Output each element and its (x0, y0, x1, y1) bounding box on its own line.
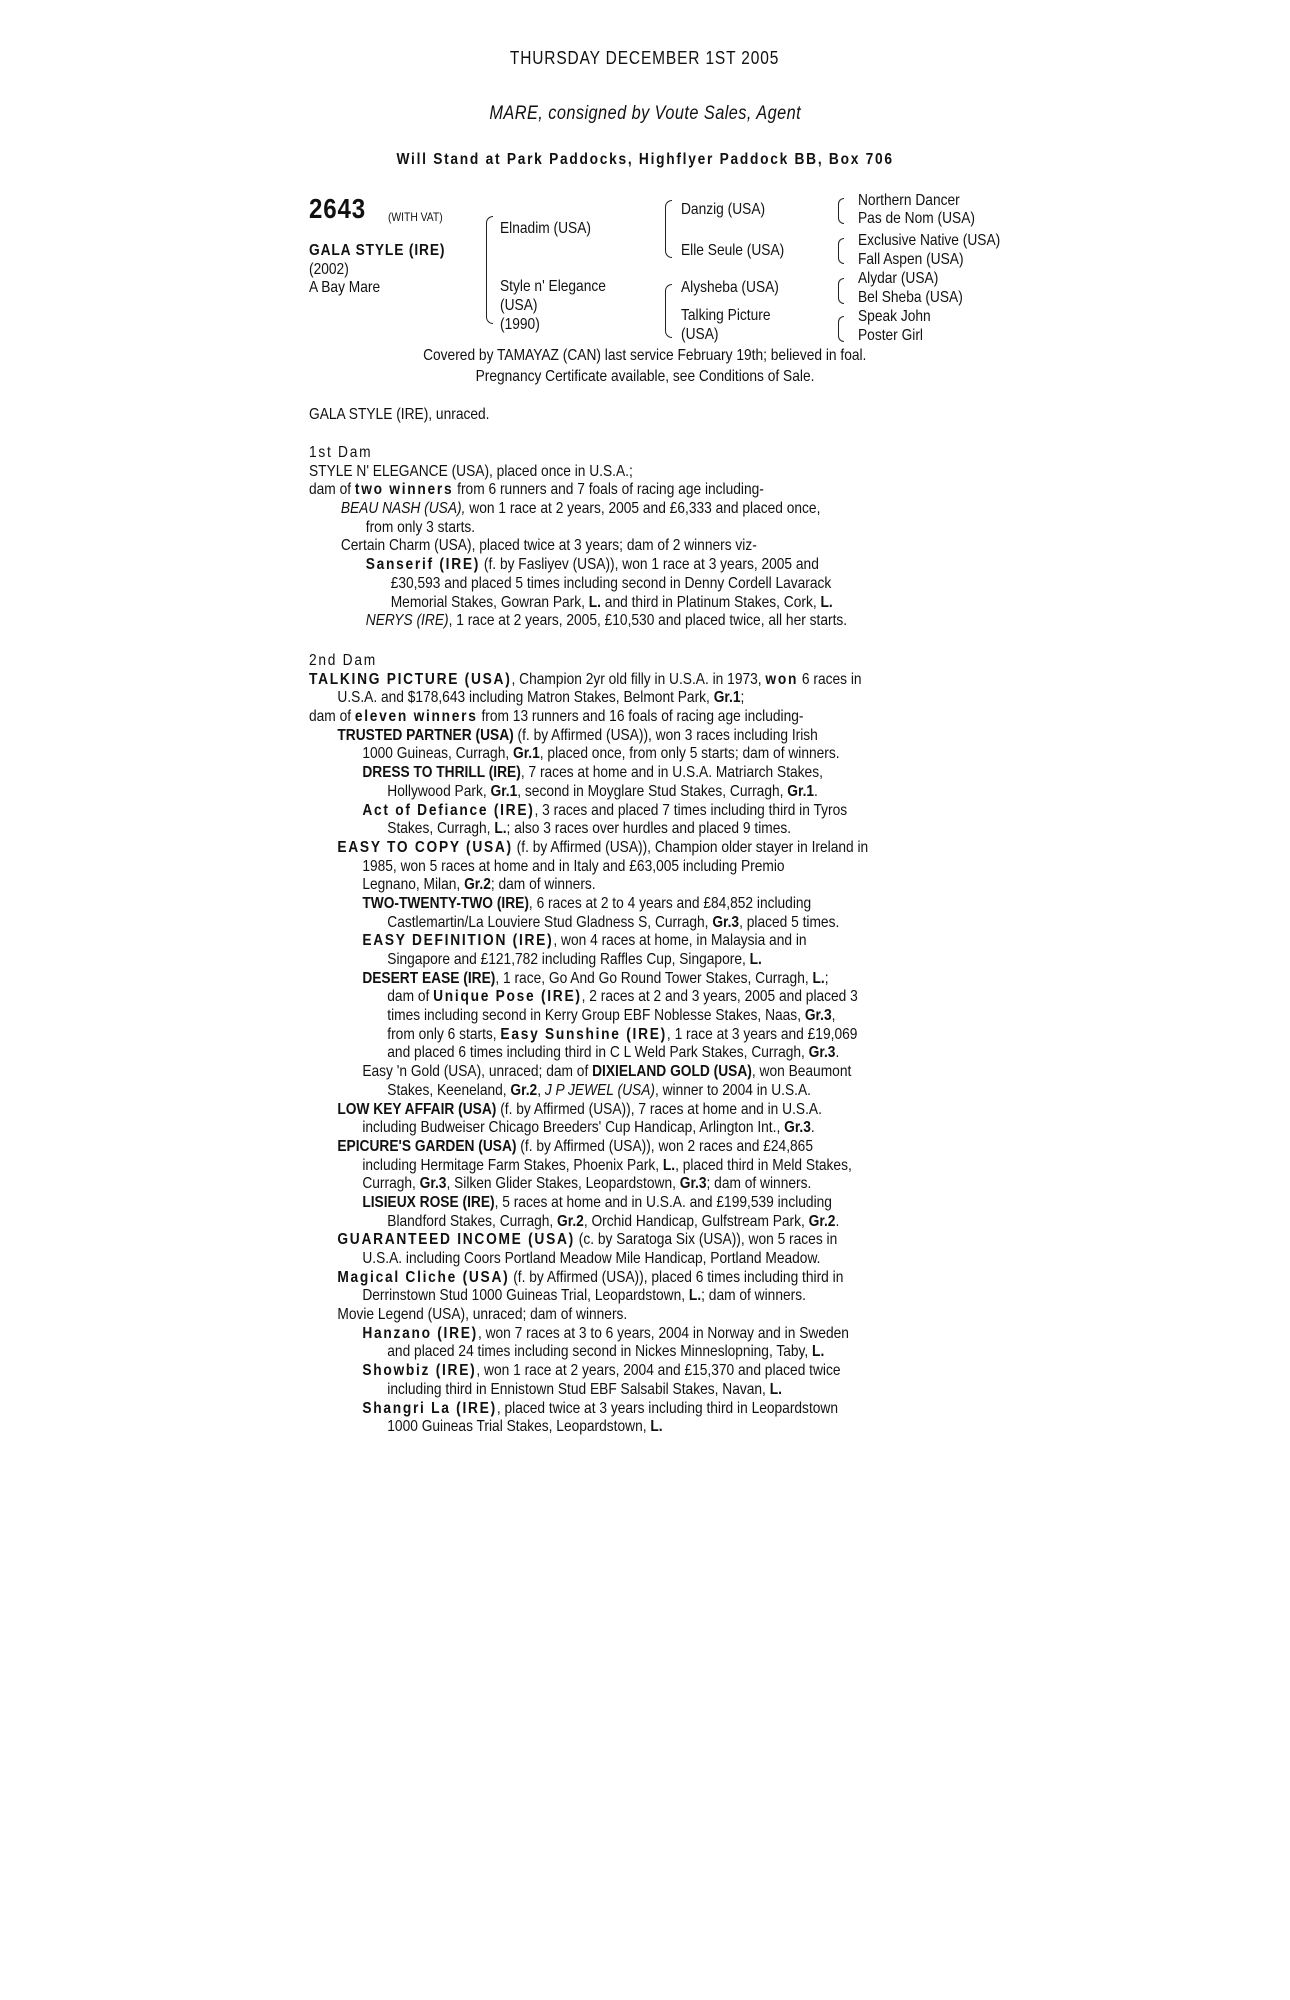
pedigree-dam-sire: Alysheba (USA) (681, 279, 779, 296)
pedigree-dam-dam-line1: Talking Picture (681, 307, 771, 324)
first-dam-line: Sanserif (IRE) (f. by Fasliyev (USA)), won 1 race at 3 years, 2005 and (365, 556, 819, 574)
pedigree-dam-dam-line2: (USA) (681, 326, 719, 343)
second-dam-title: 2nd Dam (309, 652, 377, 669)
sale-date: THURSDAY DECEMBER 1ST 2005 (510, 48, 780, 68)
second-dam-line: including third in Ennistown Stud EBF Salsabil Stakes, Navan, L. (387, 1380, 782, 1398)
second-dam-line: Shangri La (IRE), placed twice at 3 years including third in Leopardstown (362, 1399, 839, 1417)
second-dam-line: U.S.A. including Coors Portland Meadow Mile Handicap, Portland Meadow. (362, 1250, 821, 1267)
covered-line1: Covered by TAMAYAZ (CAN) last service February 19th; believed in foal. (423, 347, 867, 364)
second-dam-line: Curragh, Gr.3, Silken Glider Stakes, Leopardstown, Gr.3; dam of winners. (362, 1175, 812, 1193)
second-dam-line: Magical Cliche (USA) (f. by Affirmed (USA)), placed 6 times including third in (337, 1268, 844, 1286)
second-dam-line: Hollywood Park, Gr.1, second in Moyglare Stud Stakes, Curragh, Gr.1. (387, 782, 818, 800)
second-dam-line: times including second in Kerry Group EBF Noblesse Stakes, Naas, Gr.3, (387, 1007, 836, 1025)
second-dam-line: Movie Legend (USA), unraced; dam of winners. (337, 1306, 628, 1324)
pedigree-sds: Exclusive Native (USA) (858, 232, 1001, 249)
pedigree-dam-line3: (1990) (500, 316, 540, 333)
second-dam-line: dam of eleven winners from 13 runners and 16 foals of racing age including- (309, 708, 804, 726)
pedigree-brace-sd (838, 238, 844, 264)
second-dam-line: Showbiz (IRE), won 1 race at 2 years, 2004 and £15,370 and placed twice (362, 1362, 841, 1380)
first-dam-line: BEAU NASH (USA), won 1 race at 2 years, 2005 and £6,333 and placed once, (340, 500, 821, 518)
pedigree-brace-dam (665, 284, 672, 338)
second-dam-line: EASY TO COPY (USA) (f. by Affirmed (USA)), Champion older stayer in Ireland in (337, 838, 869, 856)
pedigree-sire: Elnadim (USA) (500, 220, 591, 237)
horse-year: (2002) (309, 261, 349, 278)
lot-vat: (WITH VAT) (388, 210, 443, 224)
second-dam-line: EASY DEFINITION (IRE), won 4 races at home, in Malaysia and in (362, 932, 807, 950)
second-dam-line: including Budweiser Chicago Breeders' Cup Handicap, Arlington Int., Gr.3. (362, 1119, 815, 1137)
pedigree-brace-sire (665, 200, 672, 258)
second-dam-line: TALKING PICTURE (USA), Champion 2yr old filly in U.S.A. in 1973, won 6 races in (309, 670, 862, 688)
second-dam-line: DESERT EASE (IRE), 1 race, Go And Go Round Tower Stakes, Curragh, L.; (362, 969, 829, 987)
lot-number: 2643 (309, 193, 367, 224)
pedigree-ddd: Poster Girl (858, 327, 923, 344)
first-dam-line: STYLE N' ELEGANCE (USA), placed once in U.S.A.; (309, 462, 633, 480)
first-dam-line: Memorial Stakes, Gowran Park, L. and third in Platinum Stakes, Cork, L. (390, 593, 833, 611)
second-dam-line: EPICURE'S GARDEN (USA) (f. by Affirmed (USA)), won 2 races and £24,865 (337, 1137, 813, 1155)
second-dam-line: TWO-TWENTY-TWO (IRE), 6 races at 2 to 4 years and £84,852 including (362, 894, 812, 912)
second-dam-line: LISIEUX ROSE (IRE), 5 races at home and in U.S.A. and £199,539 including (362, 1193, 832, 1211)
second-dam-line: 1000 Guineas Trial Stakes, Leopardstown, L. (387, 1418, 663, 1436)
horse-description: A Bay Mare (309, 279, 381, 296)
stand-location: Will Stand at Park Paddocks, Highflyer Paddock BB, Box 706 (396, 151, 894, 168)
first-dam-line: Certain Charm (USA), placed twice at 3 years; dam of 2 winners viz- (340, 537, 757, 555)
second-dam-line: Act of Defiance (IRE), 3 races and placed 7 times including third in Tyros (362, 801, 848, 819)
second-dam-line: Singapore and £121,782 including Raffles Cup, Singapore, L. (387, 951, 762, 968)
second-dam-line: 1000 Guineas, Curragh, Gr.1, placed once, from only 5 starts; dam of winners. (362, 745, 840, 763)
pedigree-dss: Alydar (USA) (858, 270, 939, 287)
second-dam-line: Blandford Stakes, Curragh, Gr.2, Orchid Handicap, Gulfstream Park, Gr.2. (387, 1212, 840, 1230)
second-dam-line: DRESS TO THRILL (IRE), 7 races at home and in U.S.A. Matriarch Stakes, (362, 764, 823, 782)
second-dam-line: U.S.A. and $178,643 including Matron Stakes, Belmont Park, Gr.1; (337, 689, 745, 707)
second-dam-line: dam of Unique Pose (IRE), 2 races at 2 and 3 years, 2005 and placed 3 (387, 988, 858, 1006)
pedigree-dds: Speak John (858, 308, 931, 325)
horse-name: GALA STYLE (IRE) (309, 242, 446, 259)
first-dam-section (309, 444, 847, 631)
pedigree-brace-ds (838, 278, 844, 304)
second-dam-section (309, 652, 868, 1437)
pedigree-sire-dam: Elle Seule (USA) (681, 242, 785, 259)
pedigree-dsd: Bel Sheba (USA) (858, 289, 963, 306)
pedigree-sire-sire: Danzig (USA) (681, 201, 766, 218)
second-dam-line: from only 6 starts, Easy Sunshine (IRE), 1 race at 3 years and £19,069 (387, 1025, 858, 1043)
second-dam-line: and placed 24 times including second in Nickes Minneslopning, Taby, L. (387, 1343, 825, 1361)
second-dam-line: Easy 'n Gold (USA), unraced; dam of DIXIELAND GOLD (USA), won Beaumont (362, 1063, 852, 1081)
second-dam-line: Stakes, Curragh, L.; also 3 races over hurdles and placed 9 times. (387, 820, 792, 838)
second-dam-line: LOW KEY AFFAIR (USA) (f. by Affirmed (USA)), 7 races at home and in U.S.A. (337, 1100, 822, 1118)
second-dam-line: and placed 6 times including third in C L Weld Park Stakes, Curragh, Gr.3. (387, 1044, 840, 1062)
pedigree-sdd: Fall Aspen (USA) (858, 251, 964, 268)
second-dam-line: TRUSTED PARTNER (USA) (f. by Affirmed (USA)), won 3 races including Irish (337, 726, 818, 744)
pedigree-dam-line1: Style n' Elegance (500, 278, 606, 295)
first-dam-title: 1st Dam (309, 444, 373, 461)
second-dam-line: Legnano, Milan, Gr.2; dam of winners. (362, 876, 596, 894)
unraced-note: GALA STYLE (IRE), unraced. (309, 406, 490, 423)
pedigree-brace-ss (838, 198, 844, 224)
pedigree-brace-dd (838, 316, 844, 342)
first-dam-line: dam of two winners from 6 runners and 7 foals of racing age including- (309, 481, 764, 499)
second-dam-line: Hanzano (IRE), won 7 races at 3 to 6 years, 2004 in Norway and in Sweden (362, 1324, 849, 1342)
second-dam-line: Stakes, Keeneland, Gr.2, J P JEWEL (USA), winner to 2004 in U.S.A. (387, 1081, 811, 1099)
consignment-line: MARE, consigned by Voute Sales, Agent (489, 103, 801, 124)
pedigree-ssd: Pas de Nom (USA) (858, 210, 976, 227)
first-dam-line: £30,593 and placed 5 times including second in Denny Cordell Lavarack (390, 574, 832, 592)
covered-line2: Pregnancy Certificate available, see Conditions of Sale. (475, 368, 815, 385)
first-dam-line: from only 3 starts. (365, 518, 476, 536)
first-dam-line: NERYS (IRE), 1 race at 2 years, 2005, £10,530 and placed twice, all her starts. (365, 612, 848, 630)
second-dam-line: GUARANTEED INCOME (USA) (c. by Saratoga Six (USA)), won 5 races in (337, 1231, 838, 1249)
pedigree-brace-gen1 (486, 216, 493, 324)
second-dam-line: including Hermitage Farm Stakes, Phoenix Park, L., placed third in Meld Stakes, (362, 1156, 852, 1174)
second-dam-line: 1985, won 5 races at home and in Italy and £63,005 including Premio (362, 857, 785, 875)
second-dam-line: Derrinstown Stud 1000 Guineas Trial, Leopardstown, L.; dam of winners. (362, 1287, 806, 1305)
pedigree-dam-line2: (USA) (500, 297, 538, 314)
second-dam-line: Castlemartin/La Louviere Stud Gladness S, Curragh, Gr.3, placed 5 times. (387, 913, 840, 931)
pedigree-sss: Northern Dancer (858, 192, 960, 209)
